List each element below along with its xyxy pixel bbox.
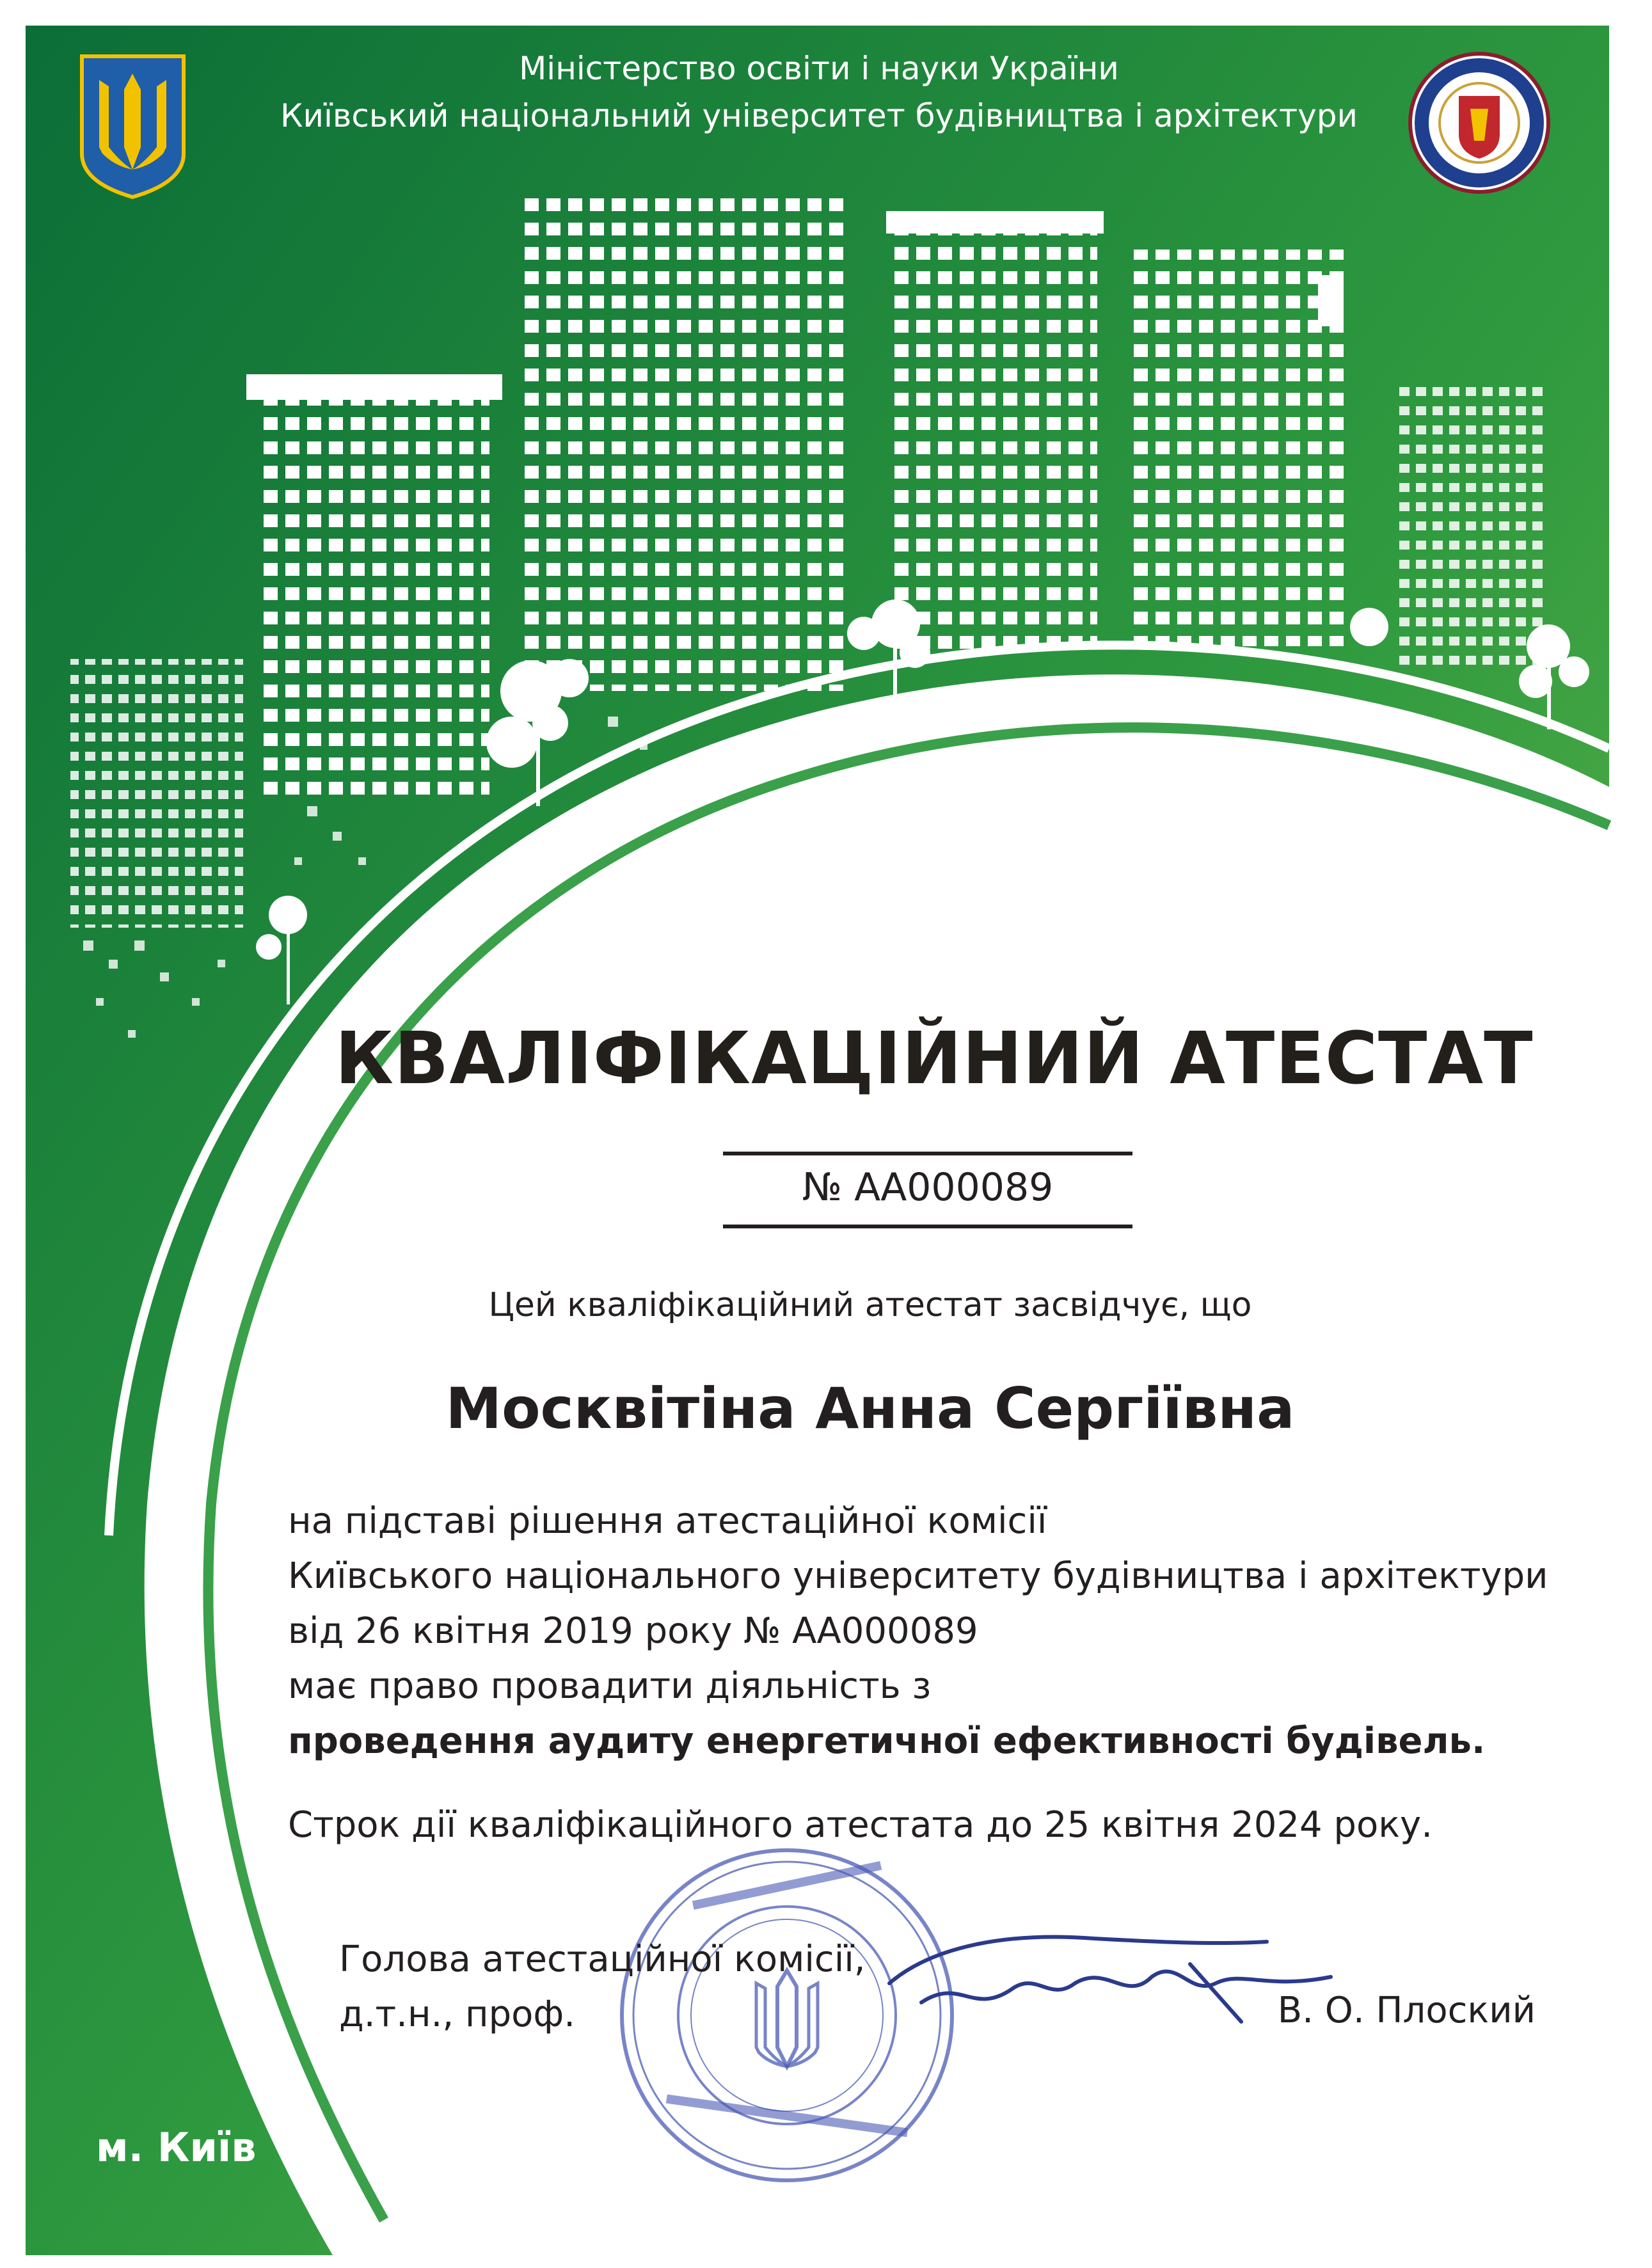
- body-line-2: Київського національного університету будівництва і архітектури: [288, 1555, 1548, 1597]
- certificate-body: [288, 1494, 1555, 1769]
- signatory-position: [339, 1932, 915, 2042]
- signatory-position-line-1: Голова атестаційної комісії,: [339, 1939, 866, 1980]
- issue-city: м. Київ: [96, 2124, 257, 2171]
- body-line-1: на підставі рішення атестаційної комісії: [288, 1500, 1047, 1542]
- body-line-3: від 26 квітня 2019 року № АА000089: [288, 1610, 978, 1652]
- certificate-number: № АА000089: [723, 1152, 1132, 1228]
- signatory-position-line-2: д.т.н., проф.: [339, 1994, 576, 2035]
- body-line-4: має право провадити діяльність з: [288, 1665, 932, 1707]
- certifies-text: Цей кваліфікаційний атестат засвідчує, що: [488, 1286, 1252, 1324]
- validity-text: Строк дії кваліфікаційного атестата до 25 квітня 2024 року.: [288, 1804, 1433, 1846]
- ministry-name: Міністерство освіти і науки України: [519, 50, 1119, 87]
- signatory-name: В. О. Плоский: [1277, 1990, 1536, 2031]
- certificate-title: КВАЛІФІКАЦІЙНИЙ АТЕСТАТ: [335, 1017, 1534, 1100]
- university-name: Київський національний університет будівництва і архітектури: [280, 97, 1358, 134]
- holder-name: Москвітіна Анна Сергіївна: [445, 1376, 1295, 1441]
- trident-icon: [77, 51, 189, 202]
- issuer-header: [192, 45, 1446, 139]
- activity-text: проведення аудиту енергетичної ефективності будівель.: [288, 1720, 1486, 1762]
